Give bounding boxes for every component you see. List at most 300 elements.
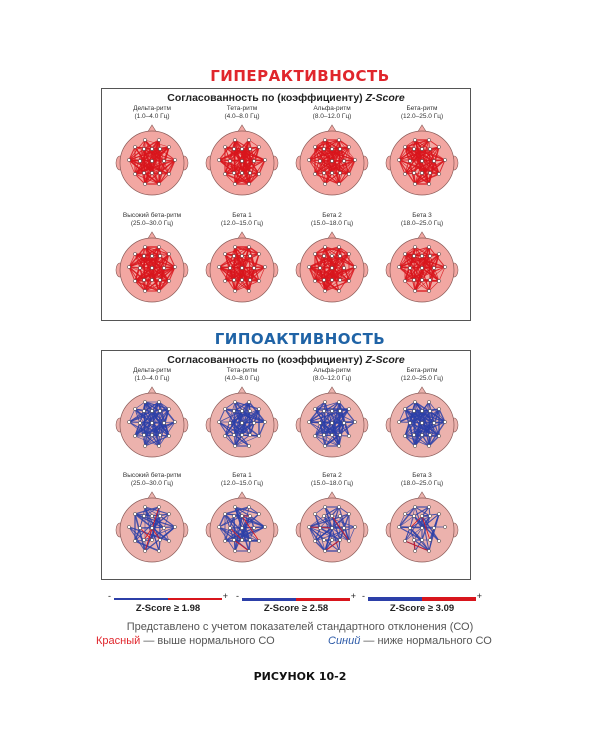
electrode (228, 159, 231, 162)
panel-hyperactivity (101, 88, 471, 321)
electrode (428, 147, 431, 150)
note-red-text: — выше нормального СО (140, 635, 275, 647)
electrode (338, 433, 341, 436)
legend-label: Z-Score ≥ 3.09 (389, 603, 455, 614)
band-name: Дельта-ритм (133, 105, 171, 112)
electrode (322, 514, 325, 517)
electrode (353, 265, 356, 268)
electrode (337, 245, 340, 248)
panel-hypoactivity (101, 350, 471, 580)
panel-header-zscore: Z-Score (365, 92, 405, 104)
electrode (127, 265, 130, 268)
title-hypoactivity: ГИПОАКТИВНОСТЬ (214, 330, 386, 348)
electrode (337, 182, 340, 185)
band-range: (1.0–4.0 Гц) (134, 374, 170, 382)
head-map (114, 228, 190, 308)
electrode (223, 512, 226, 515)
electrode (133, 279, 136, 282)
electrode (240, 171, 243, 174)
electrode (420, 538, 423, 541)
band-label (286, 367, 378, 383)
note-blue-word: Синий (328, 635, 361, 647)
electrode (158, 514, 161, 517)
electrode (338, 147, 341, 150)
electrode (342, 421, 345, 424)
electrode (330, 538, 333, 541)
electrode (263, 265, 266, 268)
electrode (322, 538, 325, 541)
electrode (330, 526, 333, 529)
electrode (157, 400, 160, 403)
electrode (347, 279, 350, 282)
electrode (167, 407, 170, 410)
panel-header-zscore: Z-Score (365, 354, 405, 366)
electrode (228, 421, 231, 424)
electrode (318, 159, 321, 162)
band-name: Бета 3 (412, 212, 432, 219)
electrode (150, 421, 153, 424)
electrode (232, 538, 235, 541)
head-map (384, 383, 460, 463)
electrode (412, 409, 415, 412)
electrode (307, 265, 310, 268)
electrode (143, 505, 146, 508)
electrode (420, 433, 423, 436)
band-range: (12.0–25.0 Гц) (400, 112, 444, 120)
electrode (247, 289, 250, 292)
electrode (437, 407, 440, 410)
head-map-cell (286, 472, 378, 568)
electrode (337, 138, 340, 141)
band-name: Дельта-ритм (133, 367, 171, 374)
electrode (437, 539, 440, 542)
electrode (323, 444, 326, 447)
band-range: (15.0–18.0 Гц) (310, 479, 354, 487)
electrode (337, 400, 340, 403)
electrode (257, 252, 260, 255)
electrode (223, 252, 226, 255)
electrode (247, 444, 250, 447)
head-map (294, 121, 370, 201)
head-map (384, 488, 460, 568)
electrode (313, 279, 316, 282)
electrode (427, 138, 430, 141)
electrode (158, 254, 161, 257)
electrode (412, 171, 415, 174)
legend-label: Z-Score ≥ 2.58 (263, 603, 329, 614)
band-label (106, 105, 198, 121)
electrode (397, 420, 400, 423)
head-map (204, 121, 280, 201)
electrode (150, 514, 153, 517)
electrode (240, 526, 243, 529)
electrode (143, 444, 146, 447)
electrode (248, 409, 251, 412)
electrode (173, 525, 176, 528)
band-range: (8.0–12.0 Гц) (312, 112, 352, 120)
legend-minus: - (362, 591, 365, 601)
band-label (376, 105, 468, 121)
electrode (233, 505, 236, 508)
electrode (240, 147, 243, 150)
electrode (427, 505, 430, 508)
electrode (142, 433, 145, 436)
electrode (338, 171, 341, 174)
legend-plus: + (222, 591, 228, 601)
head-map (204, 228, 280, 308)
electrode (420, 409, 423, 412)
electrode (142, 538, 145, 541)
electrode (313, 252, 316, 255)
band-range: (12.0–15.0 Гц) (220, 219, 264, 227)
electrode (412, 147, 415, 150)
electrode (240, 421, 243, 424)
note-blue (328, 635, 492, 647)
electrode (150, 147, 153, 150)
band-name: Высокий бета-ритм (122, 212, 182, 219)
electrode (232, 433, 235, 436)
electrode (142, 514, 145, 517)
electrode (338, 538, 341, 541)
electrode (318, 526, 321, 529)
note-standard-deviation: Представлено с учетом показателей стандартного отклонения (СО) (126, 621, 474, 633)
electrode (263, 420, 266, 423)
electrode (138, 266, 141, 269)
panel-header (102, 354, 470, 366)
electrode (150, 538, 153, 541)
note-red-word: Красный (96, 635, 141, 647)
electrode (233, 182, 236, 185)
electrode (318, 266, 321, 269)
electrode (150, 159, 153, 162)
electrode (247, 400, 250, 403)
electrode (337, 289, 340, 292)
electrode (307, 158, 310, 161)
electrode (233, 138, 236, 141)
electrode (232, 147, 235, 150)
electrode (247, 182, 250, 185)
electrode (432, 266, 435, 269)
panel-header-text: Согласованность по (коэффициенту) (167, 92, 363, 104)
electrode (427, 549, 430, 552)
electrode (437, 512, 440, 515)
electrode (217, 158, 220, 161)
electrode (307, 525, 310, 528)
electrode (420, 254, 423, 257)
note-blue-text: — ниже нормального СО (360, 635, 492, 647)
electrode (143, 549, 146, 552)
electrode (428, 409, 431, 412)
electrode (408, 159, 411, 162)
electrode (232, 171, 235, 174)
electrode (252, 159, 255, 162)
electrode (323, 400, 326, 403)
legend-minus: - (108, 591, 111, 601)
electrode (233, 549, 236, 552)
band-range: (12.0–15.0 Гц) (220, 479, 264, 487)
electrode (133, 512, 136, 515)
electrode (240, 159, 243, 162)
electrode (150, 171, 153, 174)
electrode (330, 171, 333, 174)
electrode (143, 182, 146, 185)
electrode (162, 159, 165, 162)
electrode (408, 526, 411, 529)
electrode (248, 538, 251, 541)
band-label (196, 105, 288, 121)
electrode (173, 420, 176, 423)
electrode (337, 444, 340, 447)
electrode (257, 145, 260, 148)
electrode (233, 444, 236, 447)
panel-header-text: Согласованность по (коэффициенту) (167, 354, 363, 366)
head-map-cell (286, 105, 378, 201)
band-label (106, 472, 198, 488)
electrode (138, 159, 141, 162)
electrode (322, 171, 325, 174)
electrode (412, 514, 415, 517)
electrode (150, 266, 153, 269)
electrode (437, 145, 440, 148)
band-label (286, 472, 378, 488)
head-map (114, 383, 190, 463)
band-label (286, 105, 378, 121)
band-range: (4.0–8.0 Гц) (224, 112, 260, 120)
electrode (217, 420, 220, 423)
electrode (322, 147, 325, 150)
electrode (420, 278, 423, 281)
electrode (240, 409, 243, 412)
band-range: (18.0–25.0 Гц) (400, 219, 444, 227)
band-label (376, 367, 468, 383)
electrode (330, 421, 333, 424)
electrode (158, 278, 161, 281)
electrode (420, 159, 423, 162)
electrode (420, 171, 423, 174)
electrode (330, 514, 333, 517)
electrode (142, 278, 145, 281)
electrode (233, 245, 236, 248)
electrode (248, 433, 251, 436)
legend-zscore-3 (362, 592, 482, 618)
head-map-cell (376, 367, 468, 463)
head-map-cell (286, 367, 378, 463)
electrode (167, 172, 170, 175)
head-map (114, 121, 190, 201)
electrode (428, 171, 431, 174)
electrode (428, 278, 431, 281)
electrode (240, 266, 243, 269)
electrode (240, 433, 243, 436)
electrode (133, 172, 136, 175)
electrode (247, 245, 250, 248)
electrode (337, 505, 340, 508)
electrode (157, 444, 160, 447)
electrode (403, 539, 406, 542)
electrode (443, 525, 446, 528)
electrode (307, 420, 310, 423)
electrode (437, 172, 440, 175)
electrode (413, 289, 416, 292)
electrode (353, 158, 356, 161)
legend-plus: + (350, 591, 356, 601)
electrode (133, 407, 136, 410)
electrode (223, 539, 226, 542)
electrode (127, 158, 130, 161)
electrode (428, 433, 431, 436)
electrode (322, 409, 325, 412)
electrode (337, 549, 340, 552)
electrode (157, 505, 160, 508)
electrode (150, 433, 153, 436)
band-range: (15.0–18.0 Гц) (310, 219, 354, 227)
electrode (347, 539, 350, 542)
electrode (412, 278, 415, 281)
electrode (342, 159, 345, 162)
note-red (96, 635, 275, 647)
electrode (347, 407, 350, 410)
head-map (294, 383, 370, 463)
electrode (257, 539, 260, 542)
electrode (257, 407, 260, 410)
electrode (347, 172, 350, 175)
electrode (412, 254, 415, 257)
legend-label: Z-Score ≥ 1.98 (135, 603, 201, 614)
electrode (158, 147, 161, 150)
electrode (330, 433, 333, 436)
electrode (403, 407, 406, 410)
electrode (427, 400, 430, 403)
legend-bar (114, 598, 222, 600)
electrode (330, 254, 333, 257)
electrode (322, 254, 325, 257)
electrode (150, 254, 153, 257)
band-name: Высокий бета-ритм (122, 472, 182, 479)
electrode (157, 182, 160, 185)
electrode (167, 279, 170, 282)
electrode (330, 147, 333, 150)
electrode (158, 171, 161, 174)
electrode (233, 400, 236, 403)
electrode (248, 171, 251, 174)
electrode (443, 158, 446, 161)
electrode (412, 433, 415, 436)
head-map-cell (286, 212, 378, 308)
electrode (403, 279, 406, 282)
electrode (432, 159, 435, 162)
electrode (323, 138, 326, 141)
electrode (322, 433, 325, 436)
electrode (143, 245, 146, 248)
electrode (252, 421, 255, 424)
electrode (420, 514, 423, 517)
band-range: (8.0–12.0 Гц) (312, 374, 352, 382)
scalp (120, 393, 184, 457)
electrode (257, 172, 260, 175)
electrode (263, 525, 266, 528)
electrode (143, 289, 146, 292)
electrode (420, 526, 423, 529)
electrode (342, 526, 345, 529)
band-label (106, 367, 198, 383)
electrode (408, 421, 411, 424)
electrode (142, 147, 145, 150)
electrode (413, 549, 416, 552)
electrode (223, 279, 226, 282)
band-range: (25.0–30.0 Гц) (130, 479, 174, 487)
electrode (397, 525, 400, 528)
head-map-cell (196, 212, 288, 308)
electrode (323, 182, 326, 185)
electrode (347, 434, 350, 437)
electrode (142, 171, 145, 174)
electrode (338, 254, 341, 257)
electrode (167, 434, 170, 437)
band-range: (18.0–25.0 Гц) (400, 479, 444, 487)
electrode (353, 525, 356, 528)
electrode (413, 505, 416, 508)
electrode (167, 539, 170, 542)
legend-minus: - (236, 591, 239, 601)
electrode (257, 434, 260, 437)
electrode (138, 526, 141, 529)
electrode (133, 434, 136, 437)
electrode (313, 539, 316, 542)
band-name: Бета-ритм (406, 105, 438, 112)
band-name: Тета-ритм (226, 105, 258, 112)
electrode (138, 421, 141, 424)
electrode (397, 158, 400, 161)
electrode (263, 158, 266, 161)
head-map (204, 488, 280, 568)
electrode (313, 145, 316, 148)
electrode (330, 278, 333, 281)
electrode (437, 252, 440, 255)
head-map (204, 383, 280, 463)
electrode (397, 265, 400, 268)
electrode (313, 172, 316, 175)
electrode (157, 138, 160, 141)
electrode (248, 514, 251, 517)
electrode (338, 278, 341, 281)
electrode (403, 434, 406, 437)
electrode (413, 400, 416, 403)
electrode (427, 289, 430, 292)
electrode (403, 512, 406, 515)
head-map-cell (106, 367, 198, 463)
head-map-cell (106, 472, 198, 568)
electrode (143, 400, 146, 403)
electrode (427, 444, 430, 447)
electrode (428, 538, 431, 541)
head-map (294, 228, 370, 308)
electrode (413, 444, 416, 447)
band-label (196, 367, 288, 383)
electrode (338, 409, 341, 412)
electrode (427, 245, 430, 248)
electrode (228, 526, 231, 529)
electrode (432, 526, 435, 529)
electrode (353, 420, 356, 423)
band-name: Альфа-ритм (313, 105, 351, 112)
electrode (143, 138, 146, 141)
electrode (233, 289, 236, 292)
electrode (403, 172, 406, 175)
electrode (247, 549, 250, 552)
head-map-cell (376, 212, 468, 308)
electrode (257, 512, 260, 515)
electrode (347, 512, 350, 515)
